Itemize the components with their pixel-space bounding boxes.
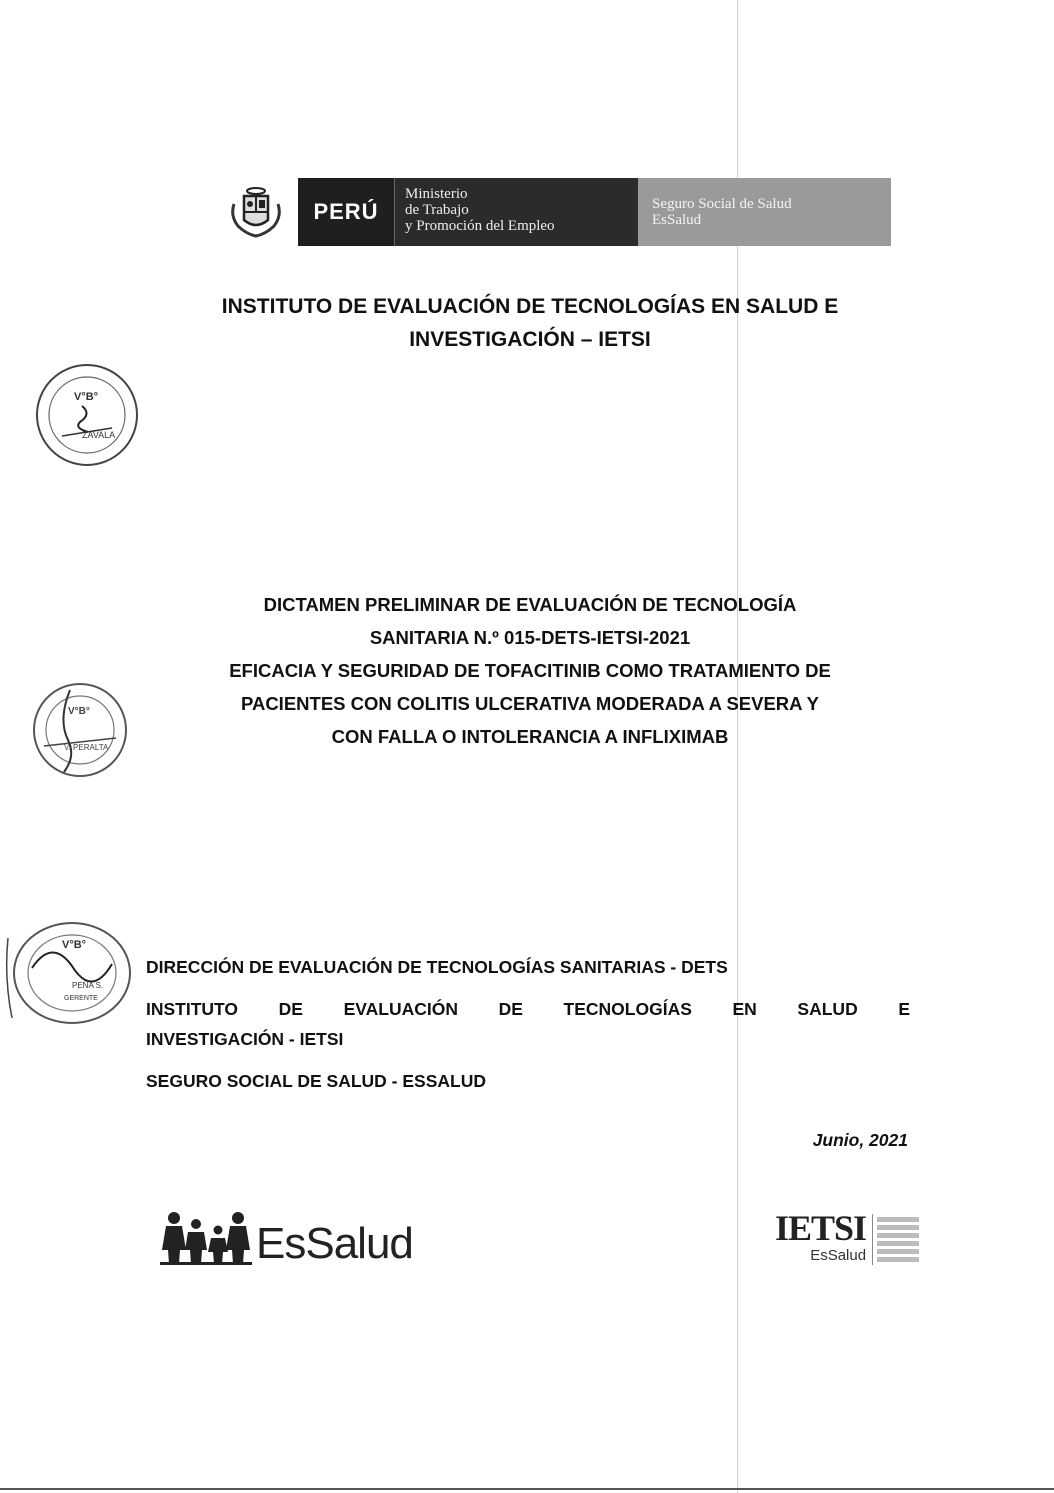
ietsi-logo [775,1210,919,1265]
ministry-line-1: Ministerio [405,186,468,202]
institute-title-line-2: INVESTIGACIÓN – IETSI [409,328,651,351]
approval-seal-2-icon [30,680,130,780]
approval-seal-1-icon [34,362,140,468]
document-date: Junio, 2021 [812,1130,908,1150]
family-figures-icon [160,1210,252,1266]
direction-ietsi-line-1: INSTITUTO DE EVALUACIÓN DE TECNOLOGÍAS EN SALUD E [146,999,910,1019]
svg-text:GERENTE: GERENTE [64,995,98,1002]
government-header-banner [218,178,891,246]
country-label: PERÚ [298,178,394,246]
ietsi-fineprint-icon [872,1214,919,1265]
institute-title-line-1: INSTITUTO DE EVALUACIÓN DE TECNOLOGÍAS EN SALUD E [221,295,839,318]
dictamen-line-1: DICTAMEN PRELIMINAR DE EVALUACIÓN DE TECNOLOGÍA [263,594,797,615]
dictamen-line-5: CON FALLA O INTOLERANCIA A INFLIXIMAB [331,726,729,747]
svg-text:ZAVALA: ZAVALA [82,430,116,440]
approval-seal-3-icon [2,918,134,1028]
direction-essalud: SEGURO SOCIAL DE SALUD - ESSALUD [146,1071,486,1091]
agency-line-2: EsSalud [652,212,702,228]
ietsi-wordmark: IETSI [775,1208,867,1248]
scan-bottom-edge [0,1488,1054,1490]
dictamen-line-2: SANITARIA N.º 015-DETS-IETSI-2021 [369,627,691,648]
ministry-line-2: de Trabajo [405,202,469,218]
svg-text:V°B°: V°B° [74,391,99,403]
ietsi-subwordmark: EsSalud [810,1247,867,1264]
dictamen-line-3: EFICACIA Y SEGURIDAD DE TOFACITINIB COMO TRATAMIENTO DE [229,660,831,681]
ministry-label [394,178,638,246]
svg-text:PEÑA S.: PEÑA S. [72,981,104,990]
ministry-line-3: y Promoción del Empleo [405,218,555,234]
dictamen-line-4: PACIENTES CON COLITIS ULCERATIVA MODERADA A SEVERA Y [241,693,819,714]
dictamen-title-block [140,588,920,753]
essalud-wordmark: EsSalud [256,1219,413,1268]
svg-text:V°B°: V°B° [62,939,87,951]
coat-of-arms-icon [218,178,294,246]
institute-title [150,290,910,356]
direction-ietsi-line-2: INVESTIGACIÓN - IETSI [146,1029,344,1049]
agency-label [638,178,891,246]
svg-text:V°B°: V°B° [68,706,90,717]
svg-text:V. PERALTA: V. PERALTA [64,743,109,752]
essalud-logo [160,1210,413,1266]
direction-dets: DIRECCIÓN DE EVALUACIÓN DE TECNOLOGÍAS SANITARIAS - DETS [146,957,728,977]
direction-block [146,952,910,1096]
agency-line-1: Seguro Social de Salud [652,196,792,212]
